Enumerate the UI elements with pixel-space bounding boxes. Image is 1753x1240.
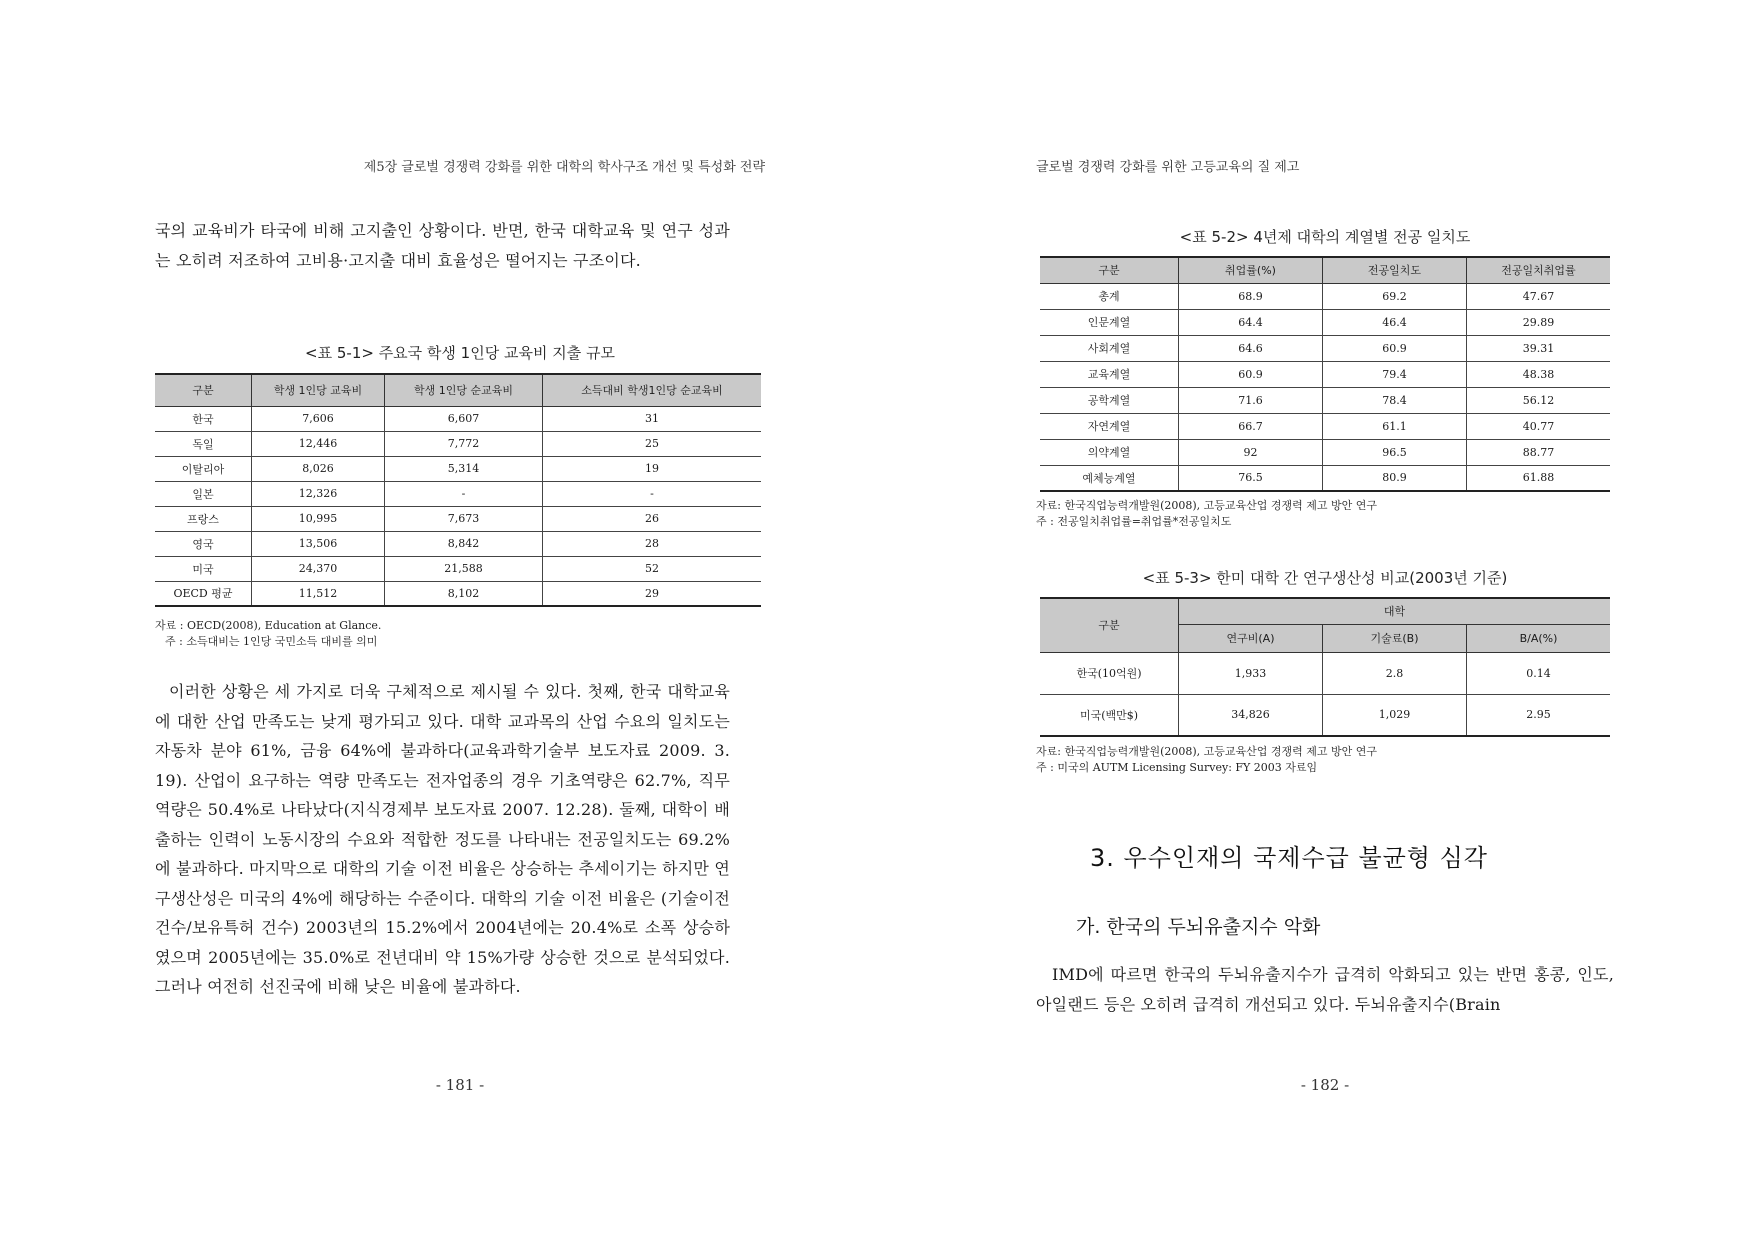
table-cell: 78.4 (1323, 387, 1467, 413)
table-cell: 8,842 (385, 531, 543, 556)
table-caption: <표 5-3> 한미 대학 간 연구생산성 비교(2003년 기준) (1142, 569, 1508, 587)
table-cell: 교육계열 (1040, 361, 1179, 387)
table-cell: 61.88 (1467, 465, 1611, 491)
table-cell: 7,673 (385, 506, 543, 531)
table-cell: 12,446 (252, 431, 385, 456)
table-cell: 69.2 (1323, 283, 1467, 309)
column-group-header: 대학 (1179, 598, 1611, 624)
table-cell: 31 (543, 406, 762, 431)
education-spending-table (155, 373, 761, 607)
table-cell: 사회계열 (1040, 335, 1179, 361)
page-number: - 182 - (1300, 1076, 1350, 1094)
intro-paragraph: 국의 교육비가 타국에 비해 고지출인 상황이다. 반면, 한국 대학교육 및 연구 성과는 오히려 저조하여 고비용·고지출 대비 효율성은 떨어지는 구조이다. (155, 221, 730, 270)
left-page (155, 0, 765, 1240)
table-cell: 56.12 (1467, 387, 1611, 413)
table-cell: 5,314 (385, 456, 543, 481)
table-cell: 한국(10억원) (1040, 652, 1179, 694)
table-cell: 10,995 (252, 506, 385, 531)
table-row (155, 531, 761, 556)
table-cell: 7,772 (385, 431, 543, 456)
table-cell: 79.4 (1323, 361, 1467, 387)
table-cell: 미국(백만$) (1040, 694, 1179, 736)
table-cell: 13,506 (252, 531, 385, 556)
column-header: 구분 (1040, 257, 1179, 283)
table-cell: 60.9 (1323, 335, 1467, 361)
table-cell: 미국 (155, 556, 252, 581)
table-cell: 8,102 (385, 581, 543, 606)
table-cell: 80.9 (1323, 465, 1467, 491)
table-cell: 68.9 (1179, 283, 1323, 309)
major-match-table (1040, 256, 1610, 492)
table-source: 자료: 한국직업능력개발원(2008), 고등교육산업 경쟁력 제고 방안 연구 (1036, 745, 1378, 758)
table-cell: 0.14 (1467, 652, 1611, 694)
table-cell: 26 (543, 506, 762, 531)
table-cell: 프랑스 (155, 506, 252, 531)
table-note: 주 : 소득대비는 1인당 국민소득 대비를 의미 (165, 635, 378, 648)
table-cell: 52 (543, 556, 762, 581)
table-cell: 의약계열 (1040, 439, 1179, 465)
table-cell: 공학계열 (1040, 387, 1179, 413)
column-header: 학생 1인당 교육비 (252, 374, 385, 406)
column-header: 전공일치도 (1323, 257, 1467, 283)
column-header: 구분 (1040, 598, 1179, 652)
table-cell: 영국 (155, 531, 252, 556)
table-cell: 28 (543, 531, 762, 556)
table-cell: 12,326 (252, 481, 385, 506)
table-note: 주 : 전공일치취업률=취업률*전공일치도 (1036, 515, 1232, 528)
table-cell: 71.6 (1179, 387, 1323, 413)
table-cell: 46.4 (1323, 309, 1467, 335)
table-cell: 29 (543, 581, 762, 606)
table-cell: 총계 (1040, 283, 1179, 309)
table-source: 자료: 한국직업능력개발원(2008), 고등교육산업 경쟁력 제고 방안 연구 (1036, 499, 1378, 512)
running-header: 글로벌 경쟁력 강화를 위한 고등교육의 질 제고 (1036, 160, 1300, 175)
section-title: 3. 우수인재의 국제수급 불균형 심각 (1090, 844, 1488, 872)
page-number: - 181 - (435, 1076, 485, 1094)
table-cell: 이탈리아 (155, 456, 252, 481)
table-cell: 47.67 (1467, 283, 1611, 309)
table-cell: 29.89 (1467, 309, 1611, 335)
table-cell: 1,029 (1323, 694, 1467, 736)
table-cell: 60.9 (1179, 361, 1323, 387)
table-cell: 64.6 (1179, 335, 1323, 361)
table-row (1040, 361, 1610, 387)
table-caption: <표 5-1> 주요국 학생 1인당 교육비 지출 규모 (305, 344, 615, 362)
column-header: 학생 1인당 순교육비 (385, 374, 543, 406)
table-cell: 64.4 (1179, 309, 1323, 335)
table-cell: 25 (543, 431, 762, 456)
table-cell: 61.1 (1323, 413, 1467, 439)
table-cell: 자연계열 (1040, 413, 1179, 439)
table-row (155, 456, 761, 481)
table-cell: - (543, 481, 762, 506)
table-row (1040, 309, 1610, 335)
column-header: 전공일치취업률 (1467, 257, 1611, 283)
table-cell: 한국 (155, 406, 252, 431)
table-cell: 예체능계열 (1040, 465, 1179, 491)
table-cell: 76.5 (1179, 465, 1323, 491)
table-row (155, 556, 761, 581)
table-row (1040, 387, 1610, 413)
column-header: 구분 (155, 374, 252, 406)
right-page (1036, 0, 1614, 1240)
table-row (155, 581, 761, 606)
research-productivity-table (1040, 597, 1610, 737)
table-caption: <표 5-2> 4년제 대학의 계열별 전공 일치도 (1179, 228, 1471, 246)
table-cell: 2.95 (1467, 694, 1611, 736)
table-cell: 19 (543, 456, 762, 481)
subsection-title: 가. 한국의 두뇌유출지수 악화 (1076, 916, 1321, 938)
table-cell: 39.31 (1467, 335, 1611, 361)
column-header: 취업률(%) (1179, 257, 1323, 283)
table-cell: 48.38 (1467, 361, 1611, 387)
table-row (155, 406, 761, 431)
table-source: 자료 : OECD(2008), Education at Glance. (155, 619, 382, 632)
table-row (155, 431, 761, 456)
table-cell: OECD 평균 (155, 581, 252, 606)
table-cell: 96.5 (1323, 439, 1467, 465)
table-cell: 7,606 (252, 406, 385, 431)
table-cell: 92 (1179, 439, 1323, 465)
table-cell: - (385, 481, 543, 506)
table-row (1040, 335, 1610, 361)
table-cell: 21,588 (385, 556, 543, 581)
table-cell: 6,607 (385, 406, 543, 431)
table-row (1040, 465, 1610, 491)
table-row (155, 506, 761, 531)
table-cell: 40.77 (1467, 413, 1611, 439)
table-cell: 88.77 (1467, 439, 1611, 465)
table-cell: 8,026 (252, 456, 385, 481)
table-row (1040, 413, 1610, 439)
table-row (155, 481, 761, 506)
table-cell: 11,512 (252, 581, 385, 606)
table-cell: 독일 (155, 431, 252, 456)
table-row (1040, 694, 1610, 736)
table-note: 주 : 미국의 AUTM Licensing Survey: FY 2003 자료임 (1036, 761, 1318, 774)
column-header: B/A(%) (1467, 624, 1611, 652)
column-header: 연구비(A) (1179, 624, 1323, 652)
table-row (1040, 283, 1610, 309)
table-cell: 24,370 (252, 556, 385, 581)
main-paragraph: 이러한 상황은 세 가지로 더욱 구체적으로 제시될 수 있다. 첫째, 한국 대학교육에 대한 산업 만족도는 낮게 평가되고 있다. 대학 교과목의 산업 수요의 일치도는 자동차 분야 61%, 금융 64%에 불과하다(교육과학기술부 보도자료 2009. 3. 19). 산업이 요구하는 역량 만족도는 전자업종의 경우 기초역량은 62.7%, 직무역량은 50.4%로 나타났다(지식경제부 보도자료 2007. 12.28). 둘째, 대학이 배출하는 인력이 노동시장의 수요와 적합한 정도를 나타내는 전공일치도는 69.2%에 불과하다. 마지막으로 대학의 기술 이전 비율은 상승하는 추세이기는 하지만 연구생산성은 미국의 4%에 해당하는 수준이다. 대학의 기술 이전 비율은 (기술이전 건수/보유특허 건수) 2003년의 15.2%에서 2004년에는 20.4%로 소폭 상승하였으며 2005년에는 35.0%로 전년대비 약 15%가량 상승한 것으로 분석되었다. 그러나 여전히 선진국에 비해 낮은 비율에 불과하다. (155, 682, 730, 996)
table-cell: 인문계열 (1040, 309, 1179, 335)
section-paragraph: IMD에 따르면 한국의 두뇌유출지수가 급격히 악화되고 있는 반면 홍콩, 인도, 아일랜드 등은 오히려 급격히 개선되고 있다. 두뇌유출지수(Brain (1036, 965, 1614, 1014)
table-cell: 34,826 (1179, 694, 1323, 736)
column-header: 소득대비 학생1인당 순교육비 (543, 374, 762, 406)
table-cell: 2.8 (1323, 652, 1467, 694)
table-cell: 일본 (155, 481, 252, 506)
column-header: 기술료(B) (1323, 624, 1467, 652)
running-header: 제5장 글로벌 경쟁력 강화를 위한 대학의 학사구조 개선 및 특성화 전략 (363, 160, 765, 175)
table-row (1040, 652, 1610, 694)
table-row (1040, 439, 1610, 465)
table-cell: 66.7 (1179, 413, 1323, 439)
table-cell: 1,933 (1179, 652, 1323, 694)
